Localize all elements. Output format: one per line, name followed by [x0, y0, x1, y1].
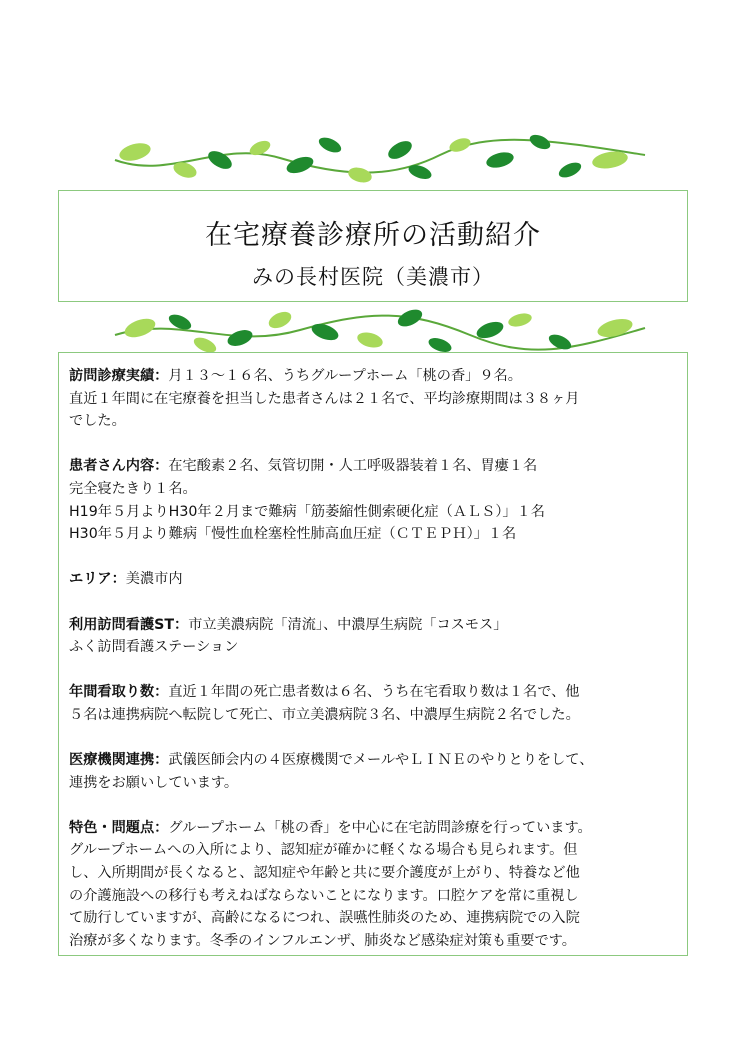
page-title: 在宅療養診療所の活動紹介: [205, 220, 541, 251]
section-label: 利用訪問看護ST：: [69, 616, 189, 633]
section-line: て励行していますが、高齢になるにつれ、誤嚥性肺炎のため、連携病院での入院: [69, 910, 580, 927]
section-line: H19年５月よりH30年２月まで難病「筋萎縮性側索硬化症（ＡＬＳ）」１名: [69, 503, 545, 520]
section-patient-details: [69, 455, 677, 545]
decorative-vine-top: [110, 130, 650, 190]
section-label: 特色・問題点：: [69, 819, 169, 836]
section-line: [69, 681, 677, 704]
activity-details: [58, 352, 688, 956]
section-line: [69, 614, 677, 637]
section-label: 患者さん内容：: [69, 458, 169, 475]
section-text: 在宅酸素２名、気管切開・人工呼吸器装着１名、胃瘻１名: [168, 458, 538, 475]
section-text: 月１３～１６名、うちグループホーム「桃の香」９名。: [168, 368, 522, 384]
section-line: し、入所期間が長くなると、認知症や年齢と共に要介護度が上がり、特養など他: [69, 865, 580, 882]
section-line: [69, 749, 677, 772]
clinic-name: みの長村医院（美濃市）: [252, 265, 494, 289]
section-text: グループホーム「桃の香」を中心に在宅訪問診療を行っています。: [168, 819, 592, 836]
section-text: 武儀医師会内の４医療機関でメールやＬＩＮＥのやりとりをして、: [168, 752, 594, 769]
section-features-issues: [69, 817, 677, 953]
title-box: [58, 190, 688, 302]
section-line: でした。: [69, 413, 126, 430]
section-home-visit-record: [69, 365, 677, 433]
section-line: [69, 365, 677, 388]
section-label: 年間看取り数：: [69, 684, 169, 701]
section-text: 美濃市内: [125, 571, 183, 588]
section-line: の介護施設への移行も考えねばならないことになります。口腔ケアを常に重視し: [69, 887, 579, 904]
section-line: グループホームへの入所により、認知症が確かに軽くなる場合も見られます。但: [69, 842, 578, 859]
section-label: 医療機関連携：: [69, 752, 169, 769]
section-line: [69, 817, 677, 840]
section-area: [69, 568, 677, 591]
section-line: ５名は連携病院へ転院して死亡、市立美濃病院３名、中濃厚生病院２名でした。: [69, 706, 580, 723]
section-text: 直近１年間の死亡患者数は６名、うち在宅看取り数は１名で、他: [168, 684, 580, 701]
section-line: 完全寝たきり１名。: [69, 480, 197, 497]
section-medical-cooperation: [69, 749, 677, 794]
decorative-vine-middle: [110, 300, 650, 360]
section-nursing-stations: [69, 614, 677, 659]
section-label: エリア：: [69, 571, 126, 588]
section-line: 治療が多くなります。冬季のインフルエンザ、肺炎など感染症対策も重要です。: [69, 932, 576, 949]
section-line: [69, 455, 677, 478]
section-line: 連携をお願いしています。: [69, 774, 239, 791]
section-line: H30年５月より難病「慢性血栓塞栓性肺高血圧症（ＣＴＥＰＨ）」１名: [69, 526, 517, 543]
section-line: ふく訪問看護ステーション: [69, 639, 239, 656]
section-line: 直近１年間に在宅療養を担当した患者さんは２１名で、平均診療期間は３８ヶ月: [69, 390, 580, 407]
section-end-of-life-care: [69, 681, 677, 726]
section-label: 訪問診療実績：: [69, 368, 169, 384]
section-line: [69, 568, 677, 591]
section-text: 市立美濃病院「清流」、中濃厚生病院「コスモス」: [188, 616, 508, 633]
